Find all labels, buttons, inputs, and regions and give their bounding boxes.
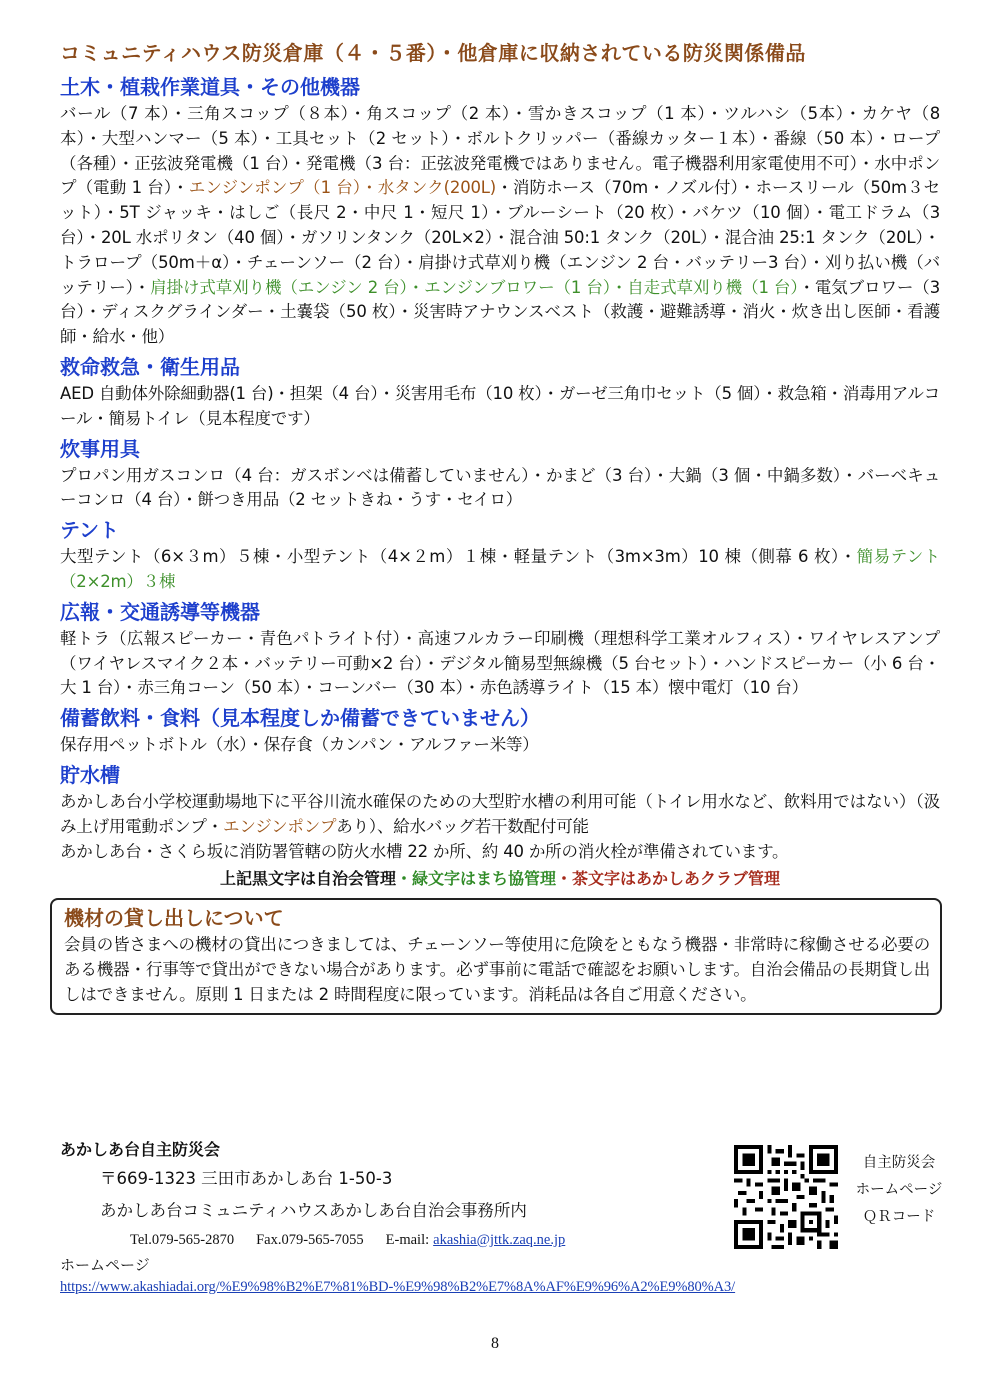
homepage-url <box>60 1276 940 1298</box>
section-heading-food: 備蓄飲料・食料（見本程度しか備蓄できていません） <box>60 706 540 731</box>
section-text-water-2: あかしあ台・さくら坂に消防署管轄の防火水槽 22 か所、約 40 か所の消火栓が準備されています。 <box>60 841 789 861</box>
water-text-part: あかしあ台小学校運動場地下に平谷川流水確保のための大型貯水槽の利用可能（トイレ用水など、飲料用ではない）（汲み上げ用電動ポンプ・ <box>60 791 940 836</box>
organization-address: 〒669-1323 三田市あかしあ台 1-50-3 <box>100 1169 393 1188</box>
qr-code-label <box>838 1150 960 1231</box>
tents-text-part: 大型テント（6×３m）５棟・小型テント（4×２m）１棟・軽量テント（3m×3m）10 棟（側幕 6 枚）・ <box>60 547 857 567</box>
qr-label-line3: ＱＲコード <box>862 1209 936 1225</box>
email-link[interactable]: akashia@jttk.zaq.ne.jp <box>433 1232 566 1248</box>
organization-office: あかしあ台コミュニティハウスあかしあ台自治会事務所内 <box>100 1201 527 1220</box>
lending-title: 機材の貸し出しについて <box>64 906 284 931</box>
tools-text-part: ・消防ホース（70m・ノズル付）・ホースリール（50m３セット）・5T ジャッキ・はしご（長尺 2・中尺 1・短尺 1）・ブルーシート（20 枚）・バケツ（10 個）・電工ドラム（3 台）・20L 水ポリタン（40 個）・ガソリンタンク（20L×2）・混合油 50:1 タンク（20L）・混合油 25:1 タンク（20L）・トラロープ（50m＋α）・チェーンソー（2 台）・肩掛け式草刈り機（エンジン 2 台・バッテリー3 台）・刈り払い機（バッテリー）・ <box>60 178 940 297</box>
legend-brown: ・茶文字はあかしあクラブ管理 <box>556 869 781 889</box>
section-heading-first-aid: 救命救急・衛生用品 <box>60 354 240 379</box>
tools-text-part: ・電気ブロワー（3 台）・ディスクグラインダー・土嚢袋（50 枚）・災害時アナウンスベスト（救護・避難誘導・消火・炊き出し医師・看護師・給水・他） <box>60 277 940 347</box>
color-legend <box>60 866 940 892</box>
section-heading-water: 貯水槽 <box>60 762 120 787</box>
section-text-water <box>60 790 940 840</box>
homepage-link[interactable]: https://www.akashiadai.org/%E9%98%B2%E7%81%BD-%E9%98%B2%E7%8A%AF%E9%96%A2%E9%80%A3/ <box>60 1279 736 1295</box>
legend-black: 上記黒文字は自治会管理 <box>219 869 396 889</box>
page-number: 8 <box>491 1335 499 1352</box>
section-text-food: 保存用ペットボトル（水）・保存食（カンパン・アルファー米等） <box>60 735 539 755</box>
tools-green-text: 肩掛け式草刈り機（エンジン 2 台）・エンジンブロワー（1 台）・自走式草刈り機（1 台） <box>150 277 799 297</box>
tools-brown-text: エンジンポンプ（1 台）・水タンク(200L) <box>188 178 497 198</box>
section-text-tents <box>60 545 940 595</box>
fax-number: Fax.079-565-7055 <box>256 1232 364 1248</box>
homepage-label: ホームページ <box>60 1256 150 1274</box>
section-text-pr: 軽トラ（広報スピーカー・青色パトライト付）・高速フルカラー印刷機（理想科学工業オルフィス）・ワイヤレスアンプ（ワイヤレスマイク２本・バッテリー可動×2 台）・デジタル簡易型無線機（5 台セット）・ハンドスピーカー（小 6 台・大 1 台）・赤三角コーン（50 本）・コーンバー（30 本）・赤色誘導ライト（15 本）懐中電灯（10 台） <box>60 628 940 698</box>
qr-code-image[interactable] <box>734 1145 838 1249</box>
lending-notice-box <box>50 898 942 1015</box>
section-text-tools <box>60 102 940 350</box>
section-text-first-aid: AED 自動体外除細動器(1 台)・担架（4 台）・災害用毛布（10 枚）・ガーゼ三角巾セット（5 個）・救急箱・消毒用アルコール・簡易トイレ（見本程度です） <box>60 383 940 428</box>
section-heading-tents: テント <box>60 518 119 543</box>
organization-name: あかしあ台自主防災会 <box>60 1140 221 1159</box>
water-text-part: あり）、給水バッグ若干数配付可能 <box>336 816 589 836</box>
section-text-cooking: プロパン用ガスコンロ（4 台：ガスボンベは備蓄していません）・かまど（3 台）・大鍋（3 個・中鍋多数）・バーベキューコンロ（4 台）・餅つき用品（2 セットきね・うす・セイロ） <box>60 465 940 510</box>
section-heading-pr: 広報・交通誘導等機器 <box>60 599 260 624</box>
qr-label-line2: ホームページ <box>855 1182 943 1198</box>
email-label: E-mail: <box>385 1232 430 1248</box>
page-title: コミュニティハウス防災倉庫（４・５番）・他倉庫に収納されている防災関係備品 <box>60 41 806 65</box>
document-page <box>60 38 940 1015</box>
water-brown-text: エンジンポンプ <box>223 816 337 836</box>
qr-label-line1: 自主防災会 <box>862 1155 936 1171</box>
tools-text-part: バール（7 本）・三角スコップ（８本）・角スコップ（2 本）・雪かきスコップ（1 本）・ツルハシ（5本）・カケヤ（8 本）・大型ハンマー（5 本）・工具セット（2 セット）・ボルトクリッパー（番線カッター１本）・番線（50 本）・ロープ（各種）・正弦波発電機（1 台）・発電機（3 台：正弦波発電機ではありません。電子機器利用家電使用不可）・水中ポンプ（電動 1 台）・ <box>60 104 940 198</box>
section-heading-tools: 土木・植栽作業道具・その他機器 <box>60 75 360 99</box>
section-heading-cooking: 炊事用具 <box>60 436 140 461</box>
tents-green-text: 簡易テント（2×2m）３棟 <box>60 547 940 591</box>
legend-green: ・緑文字はまち協管理 <box>395 869 556 889</box>
tel-number: Tel.079-565-2870 <box>130 1232 235 1248</box>
lending-text: 会員の皆さまへの機材の貸出につきましては、チェーンソー等使用に危険をともなう機器・非常時に稼働させる必要のある機器・行事等で貸出ができない場合があります。必ず事前に電話で確認をお願いします。自治会備品の長期貸し出しはできません。原則 1 日または 2 時間程度に限っています。消耗品は各自ご用意ください。 <box>64 935 930 1005</box>
